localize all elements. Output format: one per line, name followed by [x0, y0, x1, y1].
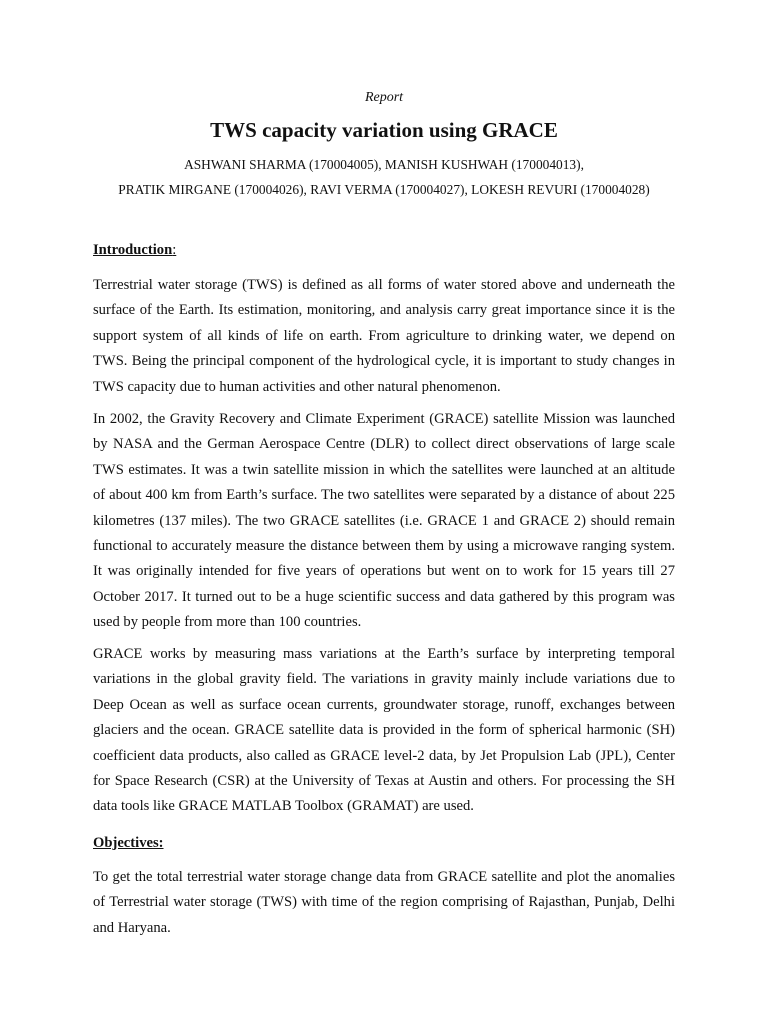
introduction-heading-colon: :	[172, 242, 177, 258]
objectives-heading: Objectives:	[93, 835, 164, 851]
introduction-paragraph-3: GRACE works by measuring mass variations at the Earth’s surface by interpreting temporal variations in the global gravity field. The variations in gravity mainly include variations due to Deep Ocean as well as surface ocean currents, groundwater storage, runoff, exchanges between glaciers and the ocean. GRACE satellite data is provided in the form of spherical harmonic (SH) coefficient data products, also called as GRACE level-2 data, by Jet Propulsion Lab (JPL), Center for Space Research (CSR) at the University of Texas at Austin and others. For processing the SH data tools like GRACE MATLAB Toolbox (GRAMAT) are used.	[93, 646, 675, 815]
introduction-heading	[93, 241, 176, 259]
objectives-paragraph-1: To get the total terrestrial water storage change data from GRACE satellite and plot the anomalies of Terrestrial water storage (TWS) with time of the region comprising of Rajasthan, Punjab, Delhi and Haryana.	[93, 869, 675, 936]
introduction-heading-text: Introduction	[93, 242, 173, 258]
document-title: TWS capacity variation using GRACE	[210, 118, 558, 142]
report-label: Report	[364, 90, 404, 105]
authors-line-1: ASHWANI SHARMA (170004005), MANISH KUSHWAH (170004013),	[184, 157, 584, 172]
introduction-paragraph-1: Terrestrial water storage (TWS) is defined as all forms of water stored above and underneath the surface of the Earth. Its estimation, monitoring, and analysis carry great importance since it is the support system of all kinds of life on earth. From agriculture to drinking water, we depend on TWS. Being the principal component of the hydrological cycle, it is important to study changes in TWS capacity due to human activities and other natural phenomenon.	[93, 277, 675, 395]
authors-line-2: PRATIK MIRGANE (170004026), RAVI VERMA (170004027), LOKESH REVURI (170004028)	[118, 182, 650, 197]
introduction-paragraph-2: In 2002, the Gravity Recovery and Climate Experiment (GRACE) satellite Mission was launched by NASA and the German Aerospace Centre (DLR) to collect direct observations of large scale TWS estimates. It was a twin satellite mission in which the satellites were launched at an altitude of about 400 km from Earth’s surface. The two satellites were separated by a distance of about 225 kilometres (137 miles). The two GRACE satellites (i.e. GRACE 1 and GRACE 2) should remain functional to accurately measure the distance between them by using a microwave ranging system. It was originally intended for five years of operations but went on to work for 15 years till 27 October 2017. It turned out to be a huge scientific success and data gathered by this program was used by people from more than 100 countries.	[93, 411, 675, 631]
